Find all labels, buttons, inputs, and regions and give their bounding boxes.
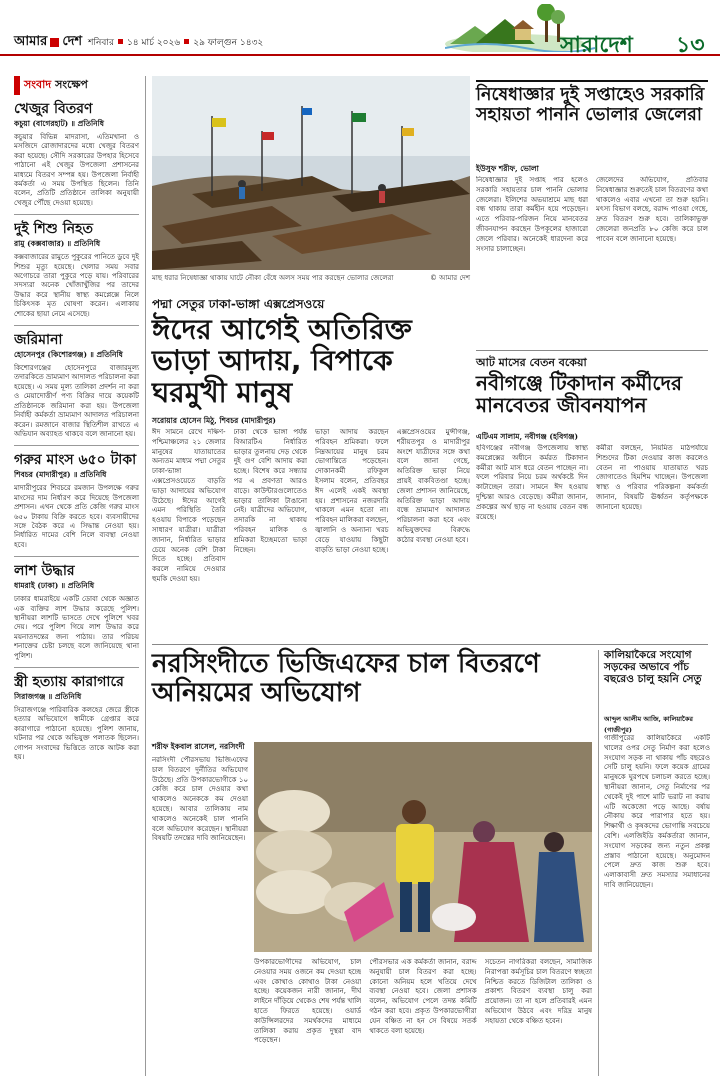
- brief-title: স্ত্রী হত্যায় কারাগারে: [14, 674, 124, 691]
- photo-caption: মাছ ধরার নিষেধাজ্ঞা থাকায় ঘাটে নৌকা বেঁধে অলস সময় পার করছেন ভোলার জেলেরা: [152, 274, 394, 282]
- brief-text: সিরাজগঞ্জে পারিবারিক কলহের জেরে স্ত্রীকে হত্যার অভিযোগে স্বামীকে গ্রেপ্তার করে কারাগারে পাঠানো হয়েছে। পুলিশ জানায়, ঘটনার পর থেকে অভিযুক্ত পলাতক ছিলেন। গোপন সংবাদের ভিত্তিতে তাকে আটক করা হয়।: [14, 705, 139, 762]
- body-column: গাজীপুরের কালিয়াকৈরে একটি খালের ওপর সেতু নির্মাণ করা হলেও সংযোগ সড়ক না থাকায় পাঁচ বছরেও সেটি চালু হয়নি। ফলে কয়েক গ্রামের মানুষকে ঘুরপথে চলাচল করতে হচ্ছে। স্থানীয়রা জানান, সেতু নির্মাণের পর থেকেই দুই পাশে মাটি ভরাট না করায় এটি অকেজো পড়ে আছে। বর্ষায় নৌকায় করে পারাপার হতে হয়। শিক্ষার্থী ও কৃষকদের ভোগান্তি সবচেয়ে বেশি। এলজিইডি কর্মকর্তারা জানান, সংযোগ সড়কের জন্য নতুন প্রকল্প প্রস্তাব পাঠানো হয়েছে। অনুমোদন পেলে দ্রুত কাজ শুরু হবে। এলাকাবাসী দ্রুত সমস্যার সমাধানের দাবি জানিয়েছেন।: [604, 734, 710, 889]
- kicker-vaccinators: আট মাসের বেতন বকেয়া: [476, 356, 587, 369]
- body-vgf-rice-b: [254, 958, 592, 1076]
- brief-item: [14, 674, 139, 762]
- brief-dateline: শিবচর (মাদারীপুর) ॥ প্রতিনিধি: [14, 470, 107, 480]
- rice-distribution-photo: [254, 742, 592, 952]
- page-number: ১৩: [676, 33, 705, 58]
- brief-item: [14, 221, 139, 326]
- briefs-badge-label-b: সংক্ষেপ: [55, 78, 88, 91]
- section-divider: [152, 644, 708, 645]
- headline-bridge: কালিয়াকৈরে সংযোগ সড়কের অভাবে পাঁচ বছরেও চালু হয়নি সেতু: [604, 649, 702, 685]
- body-bridge: [604, 734, 710, 1076]
- brief-dateline: সিরাজগঞ্জ ॥ প্রতিনিধি: [14, 691, 82, 701]
- news-briefs-column: [14, 76, 146, 1076]
- brief-divider: [14, 445, 139, 446]
- body-column: ঢাকা থেকে ভাঙ্গা পর্যন্ত বিআরটিএ নির্ধারিত ভাড়ার তুলনায় দেড় থেকে দুই গুণ বেশি আদায় করা হচ্ছে। বিশেষ করে সন্ধ্যার পর এ প্রবণতা আরও বাড়ে। কাউন্টারগুলোতেও ভাড়ার তালিকা টাঙানো নেই। যাত্রীদের অভিযোগ, তদারকি না থাকায় পরিবহন মালিক ও শ্রমিকরা ইচ্ছেমতো ভাড়া নিচ্ছেন।: [233, 428, 307, 554]
- brief-divider: [14, 556, 139, 557]
- body-column: সচেতন নাগরিকরা বলছেন, সামাজিক নিরাপত্তা কর্মসূচির চাল বিতরণে স্বচ্ছতা নিশ্চিত করতে ডিজিটাল তালিকা ও প্রকাশ্য বিতরণ ব্যবস্থা চালু করা প্রয়োজন। তা না হলে প্রতিবারই এমন অভিযোগ উঠবে এবং দরিদ্র মানুষ সহায়তা থেকে বঞ্চিত হবেন।: [484, 958, 592, 1025]
- brief-dateline: রামু (কক্সবাজার) ॥ প্রতিনিধি: [14, 239, 101, 249]
- photo-credit: © আমার দেশ: [429, 274, 470, 282]
- issue-dates: [88, 35, 263, 50]
- byline-vaccinators: এটিএম সালাম, নবীগঞ্জ (হবিগঞ্জ): [476, 432, 579, 441]
- brief-text: কচুয়ার বিভিন্ন মাদরাসা, এতিমখানা ও মসজিদে রোজাদারদের মধ্যে খেজুর বিতরণ করা হয়েছে। সৌদি সরকারের উপহার হিসেবে পাঠানো এই খেজুর উপজেলা প্রশাসনের মাধ্যমে বিতরণ সম্পন্ন হয়। উপজেলা নির্বাহী কর্মকর্তা এ সময় উপস্থিত ছিলেন। তিনি বলেন, প্রতিটি প্রতিষ্ঠানে তালিকা অনুযায়ী খেজুর পৌঁছে দেওয়া হয়েছে।: [14, 132, 139, 207]
- brief-item: [14, 452, 139, 557]
- brief-divider: [14, 214, 139, 215]
- column-divider: [598, 650, 599, 1076]
- body-column: কর্মীরা বলছেন, নিয়মিত মাঠপর্যায়ে শিশুদের টিকা দেওয়ার কাজ করলেও বেতন না পাওয়ায় যাতায়াত খরচ জোগাতেও হিমশিম খাচ্ছেন। উপজেলা স্বাস্থ্য ও পরিবার পরিকল্পনা কর্মকর্তা জানান, বিষয়টি ঊর্ধ্বতন কর্তৃপক্ষকে জানানো হয়েছে।: [596, 444, 708, 511]
- body-column: পৌরসভার এক কর্মকর্তা জানান, বরাদ্দ অনুযায়ী চাল বিতরণ করা হচ্ছে। কোনো অনিয়ম হলে খতিয়ে দেখে ব্যবস্থা নেওয়া হবে। জেলা প্রশাসক বলেন, অভিযোগ পেলে তদন্ত কমিটি গঠন করা হবে। প্রকৃত উপকারভোগীরা যেন বঞ্চিত না হন সে বিষয়ে সতর্ক থাকতে বলা হয়েছে।: [369, 958, 477, 1035]
- fishing-boats-photo: [152, 76, 470, 270]
- body-fishermen: [476, 176, 708, 344]
- body-column: জেলেদের অভিযোগ, প্রতিবার নিষেধাজ্ঞার শুরুতেই চাল বিতরণের কথা থাকলেও এবার এখনো তা শুরু হয়নি। মৎস্য বিভাগ বলছে, বরাদ্দ পাওয়া গেছে, দ্রুত বিতরণ শুরু হবে। তালিকাভুক্ত জেলেরা জনপ্রতি ৮০ কেজি করে চাল পাবেন বলে জানানো হয়েছে।: [596, 176, 708, 243]
- masthead-square-icon: [50, 38, 59, 47]
- brief-divider: [14, 667, 139, 668]
- body-column: উপকারভোগীদের অভিযোগ, চাল নেওয়ার সময় ওজনে কম দেওয়া হচ্ছে এবং কোথাও কোথাও টাকা নেওয়া হচ্ছে। কয়েকজন নারী জানান, দীর্ঘ লাইনে দাঁড়িয়ে থেকেও শেষ পর্যন্ত খালি হাতে ফিরতে হয়েছে। ওয়ার্ড কাউন্সিলরদের সমর্থকদের মাধ্যমে তালিকা করায় প্রকৃত দুস্থরা বাদ পড়েছেন।: [254, 958, 362, 1045]
- brief-text: কিশোরগঞ্জের হোসেনপুরে বাজারমূল্য তদারকিতে ভ্রাম্যমাণ আদালত পরিচালনা করা হয়েছে। এ সময় মূল্য তালিকা প্রদর্শন না করা ও মেয়াদোত্তীর্ণ পণ্য বিক্রির দায়ে কয়েকটি প্রতিষ্ঠানকে জরিমানা করা হয়। উপজেলা নির্বাহী কর্মকর্তা ভ্রাম্যমাণ আদালত পরিচালনা করেন। রমজানে বাজার স্থিতিশীল রাখতে এ অভিযান অব্যাহত থাকবে বলে জানানো হয়।: [14, 363, 139, 439]
- date-separator: [184, 39, 189, 44]
- brief-text: কক্সবাজারের রামুতে পুকুরের পানিতে ডুবে দুই শিশুর মৃত্যু হয়েছে। খেলার সময় সবার অগোচরে তারা পুকুরে পড়ে যায়। পরিবারের সদস্যরা অনেক খোঁজাখুঁজির পর তাদের উদ্ধার করে স্থানীয় স্বাস্থ্য কমপ্লেক্সে নিলে চিকিৎসক মৃত ঘোষণা করেন। এলাকায় শোকের ছায়া নেমে এসেছে।: [14, 253, 139, 318]
- brief-text: মাদারীপুরের শিবচরে রমজান উপলক্ষে গরুর মাংসের দাম নির্ধারণ করে দিয়েছে উপজেলা প্রশাসন। এখন থেকে প্রতি কেজি গরুর মাংস ৬৫০ টাকায় বিক্রি করতে হবে। ব্যবসায়ীদের সঙ্গে বৈঠক করে এ সিদ্ধান্ত নেওয়া হয়। নির্ধারিত দামের বেশি নিলে ব্যবস্থা নেওয়া হবে।: [14, 484, 139, 549]
- byline-vgf-rice: শরীফ ইকবাল রাসেল, নরসিংদী: [152, 742, 245, 751]
- body-column: এক্সপ্রেসওয়ের মুন্সীগঞ্জ, শরীয়তপুর ও মাদারীপুর অংশে যাত্রীদের সঙ্গে কথা বলে জানা গেছে, অতিরিক্ত ভাড়া নিয়ে প্রায়ই বাকবিতণ্ডা হচ্ছে। জেলা প্রশাসন জানিয়েছে, অতিরিক্ত ভাড়া আদায় বন্ধে ভ্রাম্যমাণ আদালত পরিচালনা করা হবে এবং অভিযুক্তদের বিরুদ্ধে কঠোর ব্যবস্থা নেওয়া হবে।: [396, 428, 470, 544]
- byline-extra-fare: সরোয়ার হোসেন মিঠু, শিবচর (মাদারীপুর): [152, 416, 276, 425]
- date-separator: [118, 39, 123, 44]
- brief-divider: [14, 325, 139, 326]
- brief-text: ঢাকার ধামরাইয়ে একটি ডোবা থেকে অজ্ঞাত এক ব্যক্তির লাশ উদ্ধার করেছে পুলিশ। স্থানীয়রা লাশটি ভাসতে দেখে পুলিশে খবর দেয়। পরে পুলিশ গিয়ে লাশ উদ্ধার করে ময়নাতদন্তের জন্য পাঠায়। তার পরিচয় শনাক্তের চেষ্টা চলছে বলে জানিয়েছে থানা পুলিশ।: [14, 595, 139, 660]
- body-column: ভাড়া আদায় করছেন পরিবহন শ্রমিকরা। ফলে নিম্নআয়ের মানুষ চরম ভোগান্তিতে পড়েছেন। দোকানকর্মী রফিকুল ইসলাম বলেন, প্রতিবছর ঈদ এলেই একই অবস্থা হয়। প্রশাসনের নজরদারি থাকলে এমন হতো না। পরিবহন মালিকরা বলছেন, জ্বালানি ও অন্যান্য খরচ বেড়ে যাওয়ায় কিছুটা বাড়তি ভাড়া নেওয়া হচ্ছে।: [315, 428, 389, 554]
- kicker-expressway: পদ্মা সেতুর ঢাকা-ভাঙ্গা এক্সপ্রেসওয়ে: [152, 297, 325, 311]
- brief-title: খেজুর বিতরণ: [14, 101, 93, 117]
- brief-dateline: হোসেনপুর (কিশোরগঞ্জ) ॥ প্রতিনিধি: [14, 349, 123, 359]
- body-column: ঈদ সামনে রেখে দক্ষিণ-পশ্চিমাঞ্চলের ২১ জেলার মানুষের যাতায়াতের অন্যতম মাধ্যম পদ্মা সেতুর ঢাকা-ভাঙ্গা এক্সপ্রেসওয়েতে বাড়তি ভাড়া আদায়ের অভিযোগ উঠেছে। ঈদের আগেই এমন পরিস্থিতি তৈরি হওয়ায় বিপাকে পড়েছেন সাধারণ যাত্রীরা। যাত্রীরা জানান, নির্ধারিত ভাড়ার চেয়ে অনেক বেশি টাকা দিতে হচ্ছে। প্রতিবাদ করলে নামিয়ে দেওয়ার হুমকি দেওয়া হয়।: [152, 428, 226, 583]
- date-bangla: ২৯ ফাল্গুন ১৪৩২: [193, 38, 264, 48]
- body-column: হবিগঞ্জের নবীগঞ্জ উপজেলায় স্বাস্থ্য কমপ্লেক্সের অধীনে কর্মরত টিকাদান কর্মীরা আট মাস ধরে বেতন পাচ্ছেন না। ফলে পরিবার নিয়ে চরম অর্থকষ্টে দিন কাটাচ্ছেন তারা। সামনে ঈদ হওয়ায় দুশ্চিন্তা আরও বেড়েছে। কর্মীরা জানান, প্রকল্পের অর্থ ছাড় না হওয়ায় বেতন বন্ধ রয়েছে।: [476, 444, 588, 521]
- masthead: [0, 0, 720, 56]
- brief-dateline: ধামরাই (ঢাকা) ॥ প্রতিনিধি: [14, 581, 95, 591]
- story-fishermen-box: [476, 80, 708, 82]
- brief-title: জরিমানা: [14, 332, 63, 349]
- brief-item: [14, 563, 139, 668]
- headline-extra-fare: ঈদের আগেই অতিরিক্ত ভাড়া আদায়, বিপাকে ঘরমুখী মানুষ: [152, 313, 412, 409]
- date-gregorian: ১৪ মার্চ ২০২৬: [126, 38, 181, 48]
- headline-fishermen-aid: নিষেধাজ্ঞার দুই সপ্তাহেও সরকারি সহায়তা পাননি ভোলার জেলেরা: [476, 85, 705, 125]
- body-vaccinators: [476, 444, 708, 630]
- section-divider: [476, 350, 708, 351]
- briefs-badge-label-a: সংবাদ: [24, 78, 52, 91]
- weekday: শনিবার: [88, 38, 114, 48]
- brief-item: [14, 101, 139, 215]
- brief-title: দুই শিশু নিহত: [14, 221, 93, 238]
- paper-name-part2: দেশ: [62, 34, 83, 49]
- brief-item: [14, 332, 139, 446]
- section-name: সারাদেশ: [560, 33, 633, 58]
- briefs-badge: [14, 76, 139, 95]
- body-vgf-rice-a: [152, 756, 248, 1076]
- paper-name-part1: আমার: [14, 34, 48, 49]
- byline-fishermen: ইউসুফ শরীফ, ভোলা: [476, 164, 539, 173]
- body-extra-fare: [152, 428, 470, 630]
- brief-dateline: কচুয়া (বাগেরহাট) ॥ প্রতিনিধি: [14, 118, 105, 128]
- brief-title: লাশ উদ্ধার: [14, 563, 75, 580]
- brief-title: গরুর মাংস ৬৫০ টাকা: [14, 452, 137, 469]
- paper-name: [14, 32, 82, 53]
- photo-caption-row: [152, 272, 470, 284]
- headline-vaccinators: নবীগঞ্জে টিকাদান কর্মীদের মানবেতর জীবনযাপন: [476, 371, 682, 418]
- byline-bridge: আব্দুল আলীম আজি, কালিয়াকৈর (গাজীপুর): [604, 715, 693, 734]
- body-column: নিষেধাজ্ঞার দুই সপ্তাহ পার হলেও সরকারি সহায়তার চাল পাননি ভোলার জেলেরা। ইলিশের অভয়াশ্রমে মাছ ধরা বন্ধ থাকায় তারা কর্মহীন হয়ে পড়েছেন। এতে পরিবার-পরিজন নিয়ে মানবেতর জীবনযাপন করছেন উপকূলের হাজারো জেলে পরিবার। অনেকেই ধারদেনা করে সংসার চালাচ্ছেন।: [476, 176, 588, 253]
- body-column: নরসিংদী পৌরসভায় ভিজিএফের চাল বিতরণে দুর্নীতির অভিযোগ উঠেছে। প্রতি উপকারভোগীকে ১০ কেজি করে চাল দেওয়ার কথা থাকলেও অনেককে কম দেওয়া হয়েছে। আবার তালিকায় নাম থাকলেও অনেকেই চাল পাননি বলে অভিযোগ করেছেন। স্থানীয়রা বিষয়টি তদন্তের দাবি জানিয়েছেন।: [152, 756, 248, 843]
- masthead-left: [14, 32, 263, 53]
- headline-vgf-rice: নরসিংদীতে ভিজিএফের চাল বিতরণে অনিয়মের অভিযোগ: [152, 649, 540, 709]
